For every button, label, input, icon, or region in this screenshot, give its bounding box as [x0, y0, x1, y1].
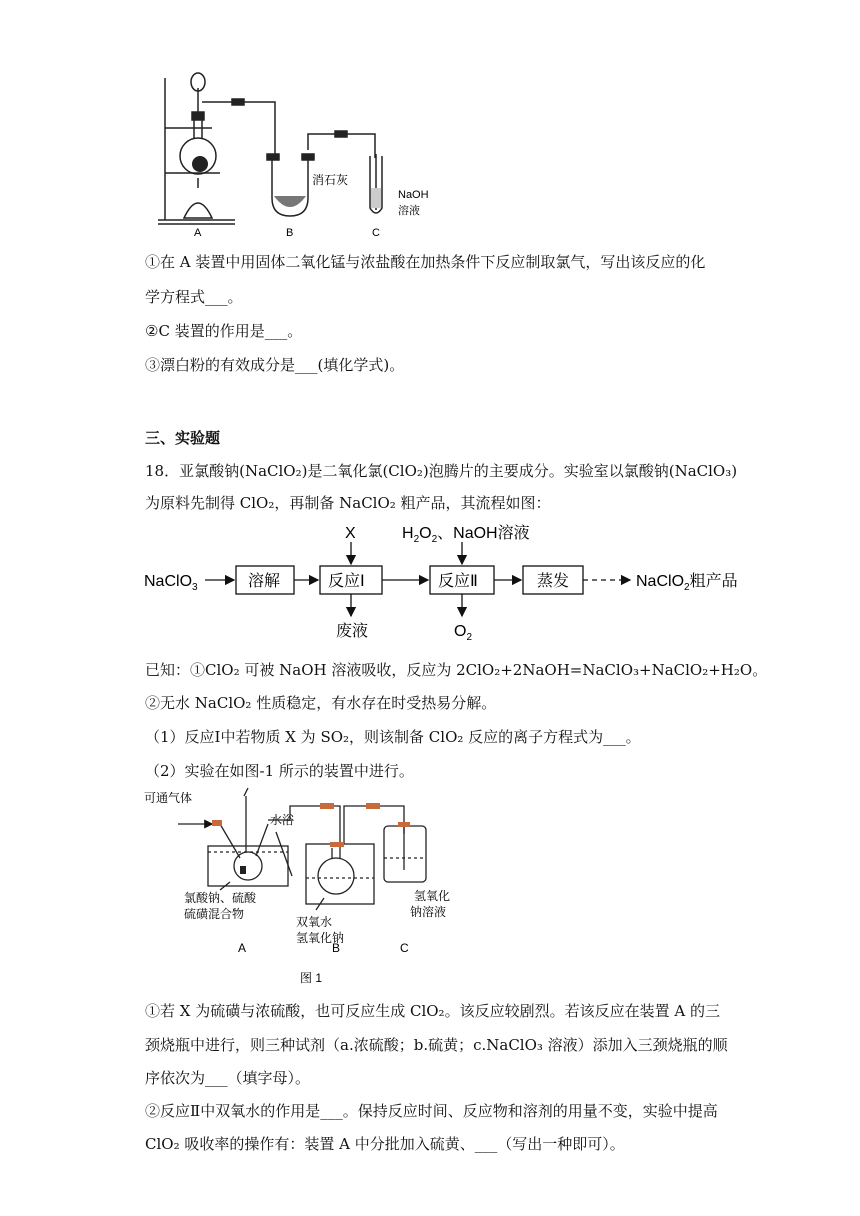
flow-o2: $O_2$ [454, 623, 473, 643]
q17-line-1: ①在 A 装置中用固体二氧化锰与浓盐酸在加热条件下反应制取氯气，写出该反应的化 [145, 253, 706, 271]
q18-step2-a: ②反应Ⅱ中双氧水的作用是___。保持反应时间、反应物和溶剂的用量不变，实验中提高 [145, 1102, 718, 1120]
q17-line-2: 学方程式___。 [145, 288, 243, 306]
flow-box-reaction-2: 反应Ⅱ [438, 573, 478, 590]
q18-step1-b: 颈烧瓶中进行，则三种试剂（a.浓硫酸；b.硫黄；c.NaClO₃ 溶液）添加入三颈烧瓶的顺 [145, 1036, 728, 1054]
gas-label: 可通气体 [144, 791, 193, 805]
q17-line-3: ②C 装置的作用是___。 [145, 322, 303, 340]
q18-part-1: （1）反应Ⅰ中若物质 X 为 SO₂，则该制备 ClO₂ 反应的离子方程式为___。 [145, 728, 641, 746]
flow-x: X [345, 525, 356, 542]
b-label-1: 双氧水 [296, 915, 333, 929]
c-label-2: 钠溶液 [410, 905, 447, 919]
b-label-2: 氢氧化钠 [296, 931, 345, 945]
flow-start: NaClO$_3$ [144, 573, 198, 593]
fig1-label-a: A [238, 941, 247, 955]
label-b: B [286, 227, 294, 238]
q18-known-1: 已知：①ClO₂ 可被 NaOH 溶液吸收，反应为 2ClO₂+2NaOH=NaClO₃+NaClO₂+H₂O。 [145, 661, 768, 679]
flow-reagents: $H_2O_2$、NaOH溶液 [402, 525, 530, 545]
flow-box-dissolve: 溶解 [248, 573, 281, 590]
apparatus-figure-top [150, 68, 450, 238]
q17-line-4: ③漂白粉的有效成分是___(填化学式)。 [145, 356, 405, 374]
q18-part-2: （2）实验在如图-1 所示的装置中进行。 [145, 762, 414, 780]
q18-known-2: ②无水 NaClO₂ 性质稳定，有水存在时受热易分解。 [145, 694, 497, 712]
section-heading: 三、实验题 [145, 429, 221, 447]
fig1-label-c: C [400, 941, 409, 955]
mixture-label-2: 硫磺混合物 [184, 907, 245, 921]
flow-box-evaporate: 蒸发 [537, 573, 570, 590]
naoh-label: NaOH [398, 189, 429, 201]
q18-step2-b: ClO₂ 吸收率的操作有：装置 A 中分批加入硫黄、___（写出一种即可）。 [145, 1135, 625, 1153]
water-bath-label: 水浴 [270, 813, 295, 827]
c-label-1: 氢氧化 [414, 889, 451, 903]
q18-step1-c: 序依次为___（填字母）。 [145, 1069, 311, 1087]
flow-end: NaClO$_2$粗产品 [636, 573, 738, 593]
fig1-label-b: B [332, 941, 341, 955]
fig1-caption: 图 1 [300, 971, 323, 985]
flow-diagram [140, 518, 760, 648]
apparatus-figure-1 [140, 786, 460, 986]
flow-box-reaction-1: 反应Ⅰ [328, 573, 365, 590]
mixture-label-1: 氯酸钠、硫酸 [184, 891, 257, 905]
q18-intro-2: 为原料先制得 ClO₂，再制备 NaClO₂ 粗产品，其流程如图： [145, 494, 551, 512]
label-a: A [194, 227, 202, 238]
q18-intro-1: 18．亚氯酸钠(NaClO₂)是二氧化氯(ClO₂)泡腾片的主要成分。实验室以氯酸钠(NaClO₃) [145, 462, 738, 480]
label-c: C [372, 227, 380, 238]
q18-step1-a: ①若 X 为硫磺与浓硫酸，也可反应生成 ClO₂。该反应较剧烈。若该反应在装置 A 的三 [145, 1002, 720, 1020]
flow-waste: 废液 [336, 623, 369, 640]
soda-lime-label: 消石灰 [312, 173, 349, 187]
solution-label: 溶液 [398, 205, 420, 217]
